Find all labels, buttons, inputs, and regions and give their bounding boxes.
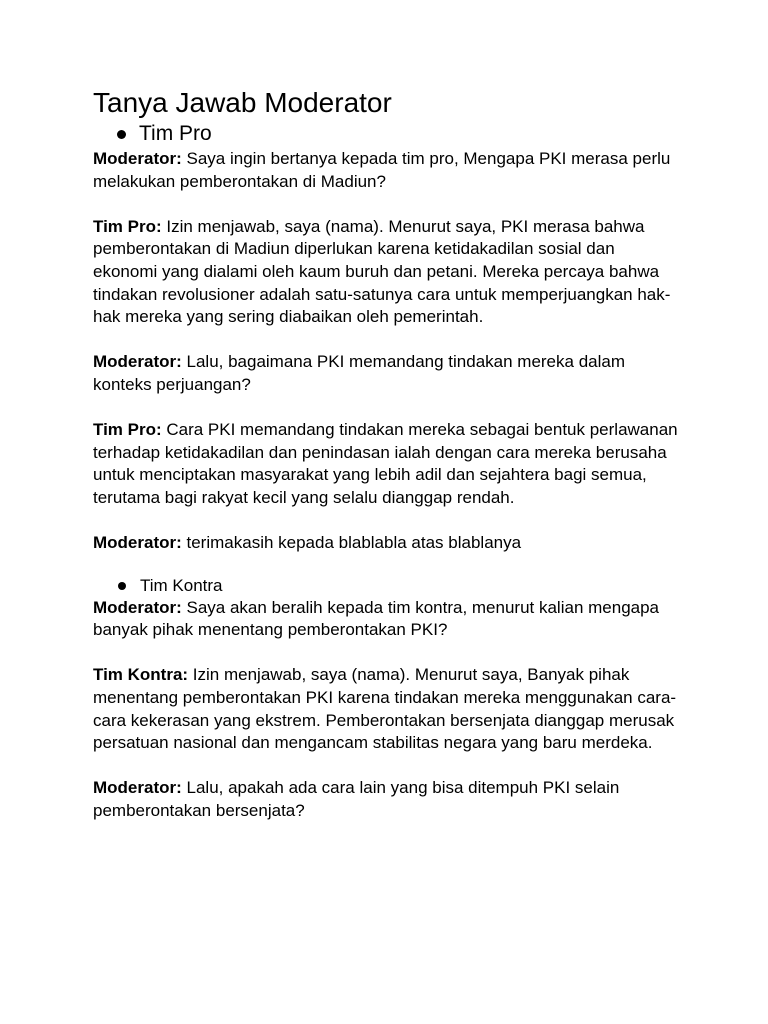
- exchange-paragraph: [93, 532, 678, 555]
- speaker-label: Moderator:: [93, 778, 182, 798]
- section-heading-label: Tim Pro: [139, 122, 212, 145]
- bullet-icon: [118, 582, 126, 590]
- speaker-label: Moderator:: [93, 352, 182, 372]
- exchange-text: terimakasih kepada blablabla atas blablanya: [181, 533, 522, 553]
- speaker-label: Tim Pro:: [93, 216, 162, 236]
- exchange-text: Lalu, apakah ada cara lain yang bisa ditempuh PKI selain pemberontakan bersenjata?: [93, 778, 620, 821]
- speaker-label: Moderator:: [93, 533, 182, 553]
- page-title: Tanya Jawab Moderator: [93, 87, 392, 118]
- exchange-text: Saya akan beralih kepada tim kontra, menurut kalian mengapa banyak pihak menentang pemberontakan PKI?: [93, 597, 660, 640]
- bullet-icon: [117, 130, 126, 139]
- speaker-label: Moderator:: [93, 597, 182, 617]
- speaker-label: Tim Pro:: [93, 420, 162, 440]
- exchange-text: Saya ingin bertanya kepada tim pro, Mengapa PKI merasa perlu melakukan pemberontakan di Madiun?: [93, 149, 671, 191]
- exchange-text: Lalu, bagaimana PKI memandang tindakan mereka dalam konteks perjuangan?: [93, 352, 625, 394]
- exchange-paragraph: [93, 216, 678, 329]
- exchange-paragraph: [93, 597, 678, 642]
- exchange-text: Izin menjawab, saya (nama). Menurut saya, Banyak pihak menentang pemberontakan PKI karena tindakan mereka menggunakan cara-cara kekerasan yang ekstrem. Pemberontakan bersenjata dianggap merusak persatuan nasional dan mengancam stabilitas negara yang baru merdeka.: [93, 665, 677, 753]
- exchange-paragraph: [93, 148, 678, 193]
- exchange-paragraph: [93, 777, 678, 822]
- section-heading-label: Tim Kontra: [140, 575, 223, 595]
- section-heading-tim-pro: [93, 120, 678, 148]
- exchange-text: Izin menjawab, saya (nama). Menurut saya, PKI merasa bahwa pemberontakan di Madiun diperlukan karena ketidakadilan sosial dan ekonomi yang dialami oleh kaum buruh dan petani. Mereka percaya bahwa tindakan revolusioner adalah satu-satunya cara untuk memperjuangkan hak-hak mereka yang sering diabaikan oleh pemerintah.: [93, 216, 671, 327]
- exchange-paragraph: [93, 351, 678, 396]
- exchange-text: Cara PKI memandang tindakan mereka sebagai bentuk perlawanan terhadap ketidakadilan dan penindasan ialah dengan cara mereka berusaha untuk menciptakan masyarakat yang lebih adil dan sejahtera bagi semua, terutama bagi rakyat kecil yang selalu dianggap rendah.: [93, 420, 678, 507]
- exchange-paragraph: [93, 419, 678, 509]
- speaker-label: Moderator:: [93, 149, 182, 168]
- section-heading-tim-kontra: [93, 575, 678, 597]
- speaker-label: Tim Kontra:: [93, 665, 189, 685]
- exchange-paragraph: [93, 664, 678, 754]
